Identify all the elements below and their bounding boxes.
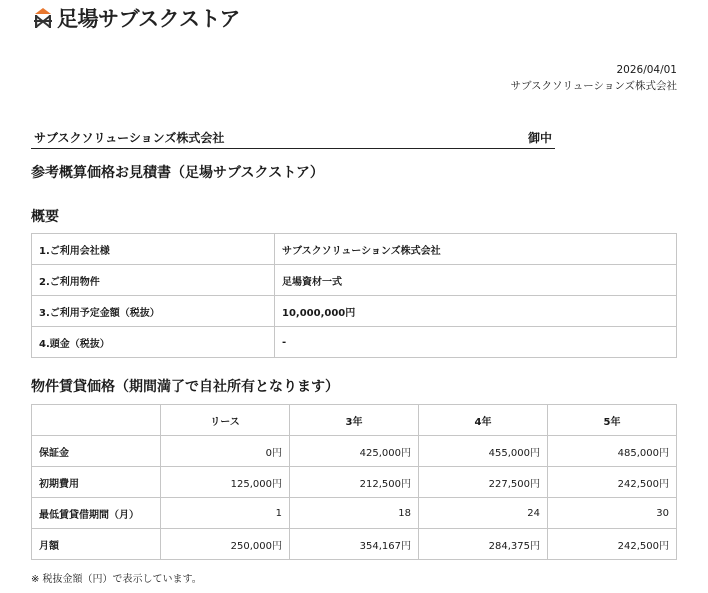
table-cell: 212,500円 (290, 467, 419, 498)
pricing-table (31, 404, 677, 560)
table-cell: 250,000円 (161, 529, 290, 560)
table-cell: 24 (419, 498, 548, 529)
table-cell: 1 (161, 498, 290, 529)
table-cell: 242,500円 (548, 467, 677, 498)
row-label: 最低賃貸借期間（月） (32, 498, 161, 529)
row-label: 月額 (32, 529, 161, 560)
addressee-name: サブスクソリューションズ株式会社 (34, 131, 225, 145)
table-row (32, 234, 677, 265)
table-row (32, 529, 677, 560)
overview-value: 10,000,000円 (275, 296, 677, 327)
overview-value: サブスクソリューションズ株式会社 (275, 234, 677, 265)
row-label: 初期費用 (32, 467, 161, 498)
issuer-name: サブスクソリューションズ株式会社 (510, 80, 677, 92)
table-cell: 425,000円 (290, 436, 419, 467)
table-cell: 242,500円 (548, 529, 677, 560)
overview-label: 2.ご利用物件 (32, 265, 275, 296)
table-cell: 485,000円 (548, 436, 677, 467)
table-header-row (32, 405, 677, 436)
table-cell: 18 (290, 498, 419, 529)
overview-value: - (275, 327, 677, 358)
table-cell: 125,000円 (161, 467, 290, 498)
column-header: 3年 (290, 405, 419, 436)
table-cell: 455,000円 (419, 436, 548, 467)
tax-note: ※ 税抜金額（円）で表示しています。 (31, 574, 202, 585)
overview-label: 3.ご利用予定金額（税抜） (32, 296, 275, 327)
table-row (32, 467, 677, 498)
table-row (32, 436, 677, 467)
table-cell: 227,500円 (419, 467, 548, 498)
table-row (32, 327, 677, 358)
addressee-honorific: 御中 (527, 131, 552, 145)
overview-value: 足場資材一式 (275, 265, 677, 296)
overview-label: 1.ご利用会社様 (32, 234, 275, 265)
table-cell: 30 (548, 498, 677, 529)
addressee-line (31, 126, 555, 149)
scaffold-logo-icon (31, 6, 55, 30)
overview-title: 概要 (31, 209, 59, 225)
column-header: 4年 (419, 405, 548, 436)
table-cell: 0円 (161, 436, 290, 467)
column-header: リース (161, 405, 290, 436)
brand-name: 足場サブスクストア (57, 7, 240, 31)
table-row (32, 296, 677, 327)
table-cell: 284,375円 (419, 529, 548, 560)
brand-logo (31, 4, 240, 32)
issue-date: 2026/04/01 (616, 64, 677, 76)
table-cell: 354,167円 (290, 529, 419, 560)
overview-label: 4.頭金（税抜） (32, 327, 275, 358)
issue-info (510, 62, 677, 94)
overview-table (31, 233, 677, 358)
column-header (32, 405, 161, 436)
document-title: 参考概算価格お見積書（足場サブスクストア） (31, 165, 324, 181)
pricing-title: 物件賃貸価格（期間満了で自社所有となります） (31, 379, 339, 395)
row-label: 保証金 (32, 436, 161, 467)
table-row (32, 498, 677, 529)
table-row (32, 265, 677, 296)
column-header: 5年 (548, 405, 677, 436)
